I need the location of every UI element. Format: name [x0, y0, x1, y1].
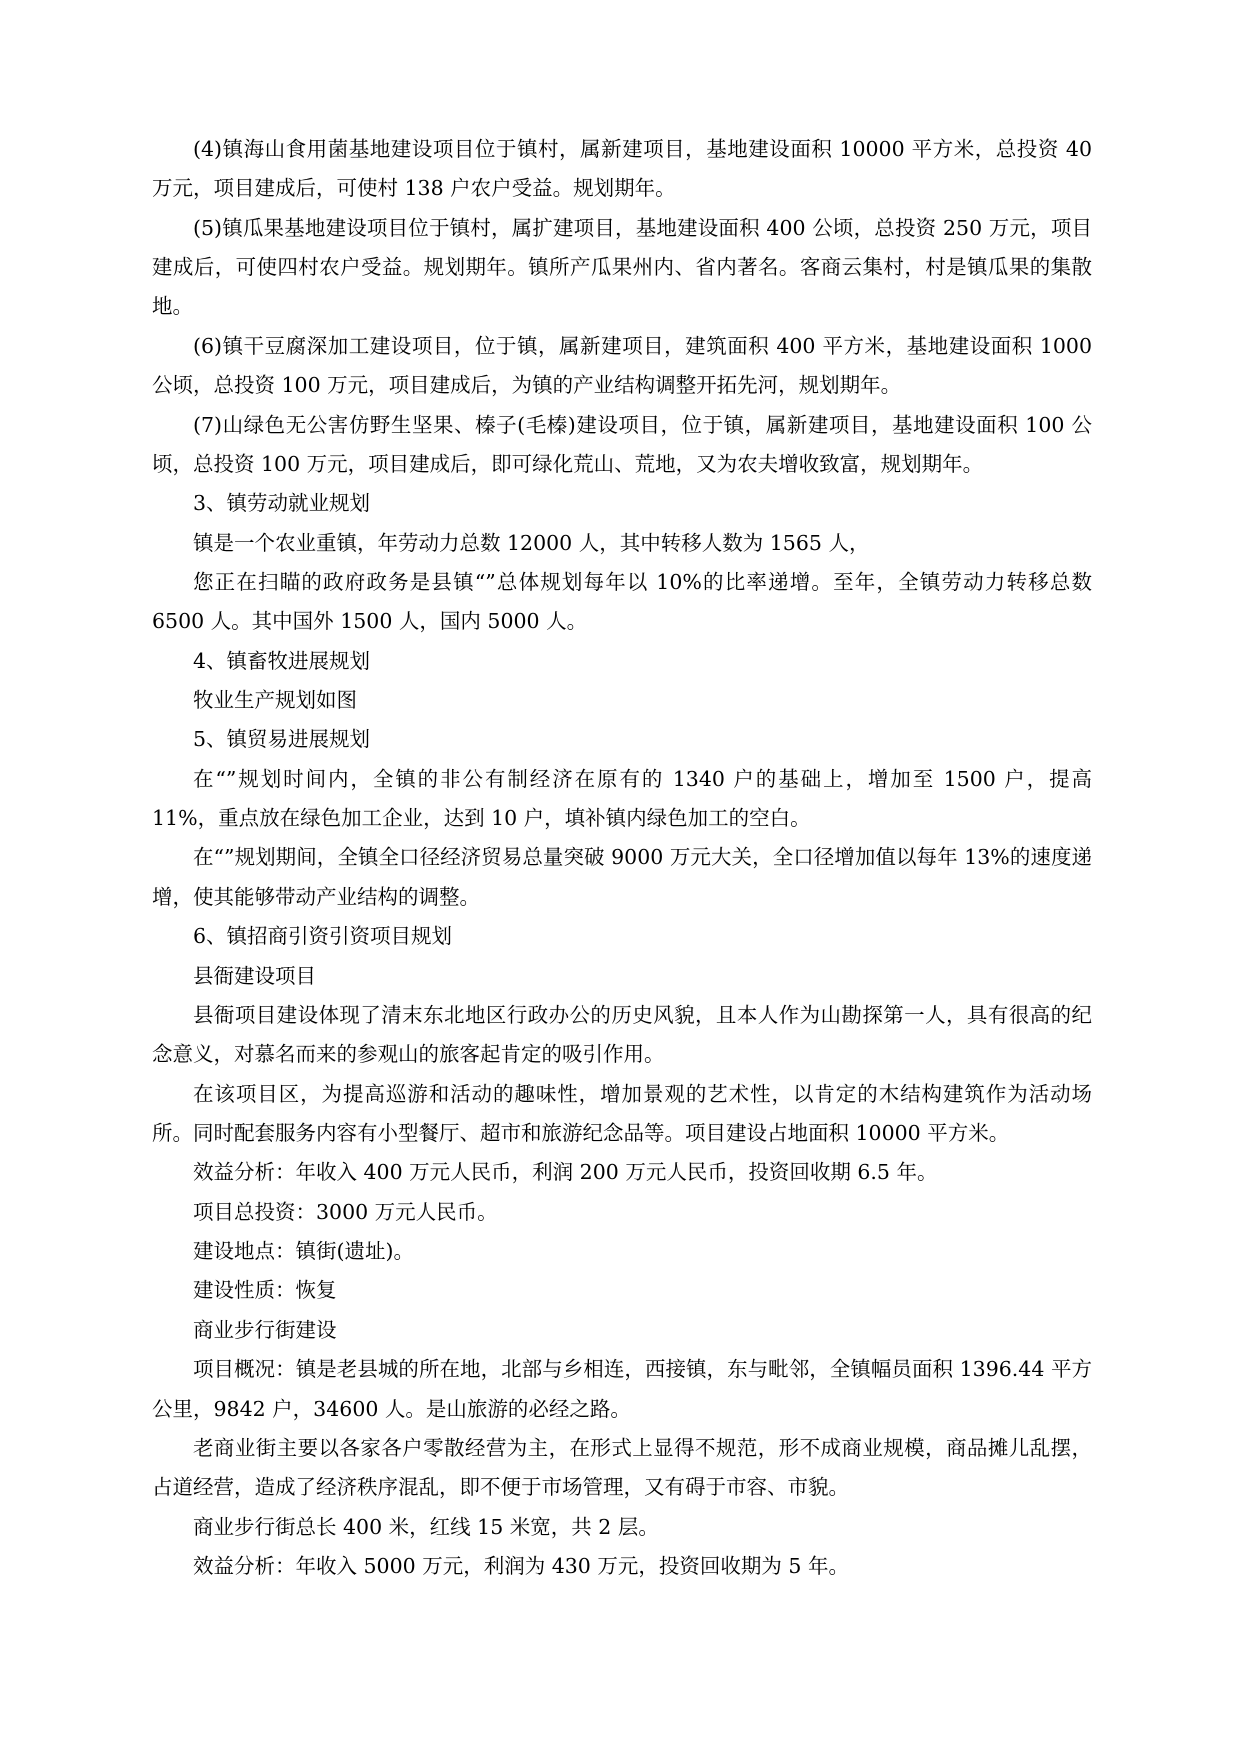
paragraph: 效益分析：年收入 5000 万元，利润为 430 万元，投资回收期为 5 年。	[193, 1553, 849, 1578]
paragraph: (7)山绿色无公害仿野生坚果、榛子(毛榛)建设项目，位于镇，属新建项目，基地建设面积 100 公顷，总投资 100 万元，项目建成后，即可绿化荒山、荒地，又为农夫增收致富，规划期年。	[152, 412, 1092, 476]
paragraph: 效益分析：年收入 400 万元人民币，利润 200 万元人民币，投资回收期 6.5 年。	[193, 1160, 938, 1185]
paragraph: 在“”规划期间，全镇全口径经济贸易总量突破 9000 万元大关，全口径增加值以每年 13%的速度递增，使其能够带动产业结构的调整。	[152, 845, 1092, 909]
paragraph: 在“”规划时间内，全镇的非公有制经济在原有的 1340 户的基础上，增加至 1500 户，提高 11%，重点放在绿色加工企业，达到 10 户，填补镇内绿色加工的空白。	[152, 766, 1099, 831]
paragraph: 镇是一个农业重镇，年劳动力总数 12000 人，其中转移人数为 1565 人，	[193, 530, 870, 555]
paragraph: 您正在扫瞄的政府政务是县镇“”总体规划每年以 10%的比率递增。至年，全镇劳动力转移总数 6500 人。其中国外 1500 人，国内 5000 人。	[152, 569, 1099, 634]
paragraph: 项目总投资：3000 万元人民币。	[193, 1199, 498, 1224]
paragraph: (4)镇海山食用菌基地建设项目位于镇村，属新建项目，基地建设面积 10000 平方米，总投资 40 万元，项目建成后，可使村 138 户农户受益。规划期年。	[152, 137, 1099, 201]
paragraph: 老商业街主要以各家各户零散经营为主，在形式上显得不规范，形不成商业规模，商品摊儿乱摆，占道经营，造成了经济秩序混乱，即不便于市场管理，又有碍于市容、市貌。	[152, 1435, 1092, 1500]
paragraph: 商业步行街总长 400 米，红线 15 米宽，共 2 层。	[193, 1514, 659, 1539]
paragraph: (6)镇干豆腐深加工建设项目，位于镇，属新建项目，建筑面积 400 平方米，基地建设面积 1000 公顷，总投资 100 万元，项目建成后，为镇的产业结构调整开拓先河，规划期年。	[152, 333, 1099, 398]
document-body	[152, 130, 1099, 1586]
subsection-heading: 县衙建设项目	[193, 963, 316, 988]
section-heading: 5、镇贸易进展规划	[193, 727, 371, 752]
paragraph: 建设地点：镇街(遗址)。	[193, 1239, 414, 1264]
paragraph: 建设性质：恢复	[193, 1278, 337, 1303]
paragraph: 县衙项目建设体现了清末东北地区行政办公的历史风貌，且本人作为山勘探第一人，具有很高的纪念意义，对慕名而来的参观山的旅客起肯定的吸引作用。	[152, 1002, 1092, 1067]
subsection-heading: 商业步行街建设	[193, 1317, 337, 1342]
section-heading: 3、镇劳动就业规划	[193, 491, 371, 516]
section-heading: 4、镇畜牧进展规划	[193, 648, 371, 673]
section-heading: 6、镇招商引资引资项目规划	[193, 924, 453, 949]
paragraph: 牧业生产规划如图	[193, 688, 357, 713]
paragraph: 项目概况：镇是老县城的所在地，北部与乡相连，西接镇，东与毗邻，全镇幅员面积 1396.44 平方公里，9842 户，34600 人。是山旅游的必经之路。	[152, 1357, 1092, 1421]
paragraph: 在该项目区，为提高巡游和活动的趣味性，增加景观的艺术性，以肯定的木结构建筑作为活动场所。同时配套服务内容有小型餐厅、超市和旅游纪念品等。项目建设占地面积 10000 平方米。	[152, 1081, 1092, 1145]
paragraph: (5)镇瓜果基地建设项目位于镇村，属扩建项目，基地建设面积 400 公顷，总投资 250 万元，项目建成后，可使四村农户受益。规划期年。镇所产瓜果州内、省内著名。客商云集村，村是镇瓜果的集散地。	[152, 215, 1092, 319]
